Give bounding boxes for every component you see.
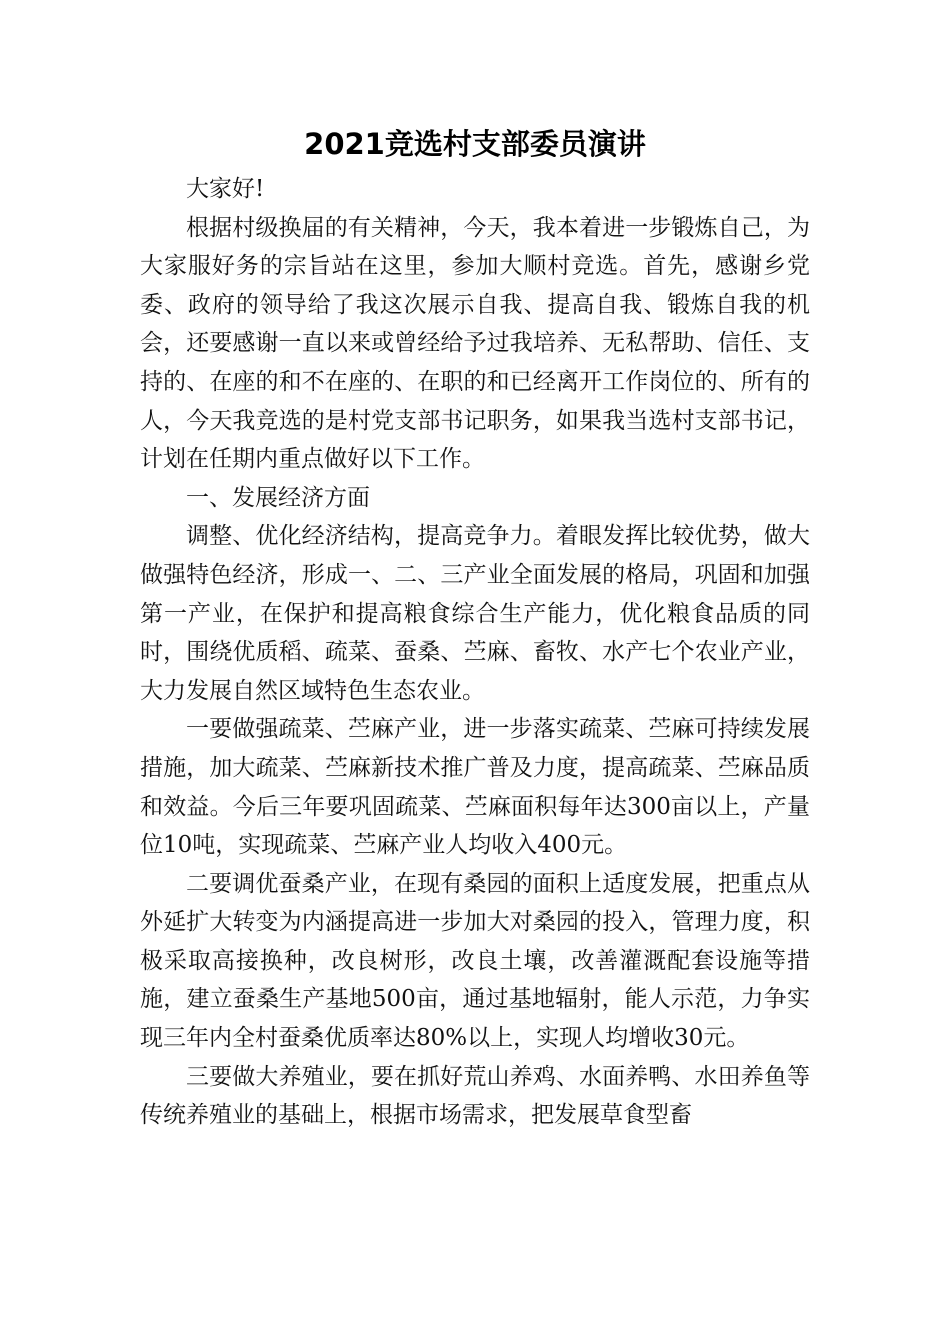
paragraph-vegetables-ramie: 一要做强疏菜、苎麻产业，进一步落实疏菜、苎麻可持续发展措施，加大疏菜、苎麻新技术推广普及力度，提高疏菜、苎麻品质和效益。今后三年要巩固疏菜、苎麻面积每年达300亩以上，产量位10吨，实现疏菜、苎麻产业人均收入400元。	[140, 716, 810, 859]
paragraph-introduction: 根据村级换届的有关精神，今天，我本着进一步锻炼自己，为大家服好务的宗旨站在这里，参加大顺村竞选。首先，感谢乡党委、政府的领导给了我这次展示自我、提高自我、锻炼自我的机会，还要感谢一直以来或曾经给予过我培养、无私帮助、信任、支持的、在座的和不在座的、在职的和已经离开工作岗位的、所有的人，今天我竞选的是村党支部书记职务，如果我当选村支部书记，计划在任期内重点做好以下工作。	[140, 214, 810, 473]
paragraph-breeding: 三要做大养殖业，要在抓好荒山养鸡、水面养鸭、水田养鱼等传统养殖业的基础上，根据市场需求，把发展草食型畜	[140, 1063, 810, 1129]
document-title: 2021竞选村支部委员演讲	[304, 127, 646, 161]
document-body	[140, 170, 810, 1135]
paragraph-greeting: 大家好!	[186, 176, 265, 202]
paragraph-economic-structure: 调整、优化经济结构，提高竞争力。着眼发挥比较优势，做大做强特色经济，形成一、二、三产业全面发展的格局，巩固和加强第一产业，在保护和提高粮食综合生产能力，优化粮食品质的同时，围绕优质稻、疏菜、蚕桑、苎麻、畜牧、水产七个农业产业，大力发展自然区域特色生态农业。	[140, 523, 810, 704]
paragraph-sericulture: 二要调优蚕桑产业，在现有桑园的面积上适度发展，把重点从外延扩大转变为内涵提高进一步加大对桑园的投入，管理力度，积极采取高接换种，改良树形，改良土壤，改善灌溉配套设施等措施，建立蚕桑生产基地500亩，通过基地辐射，能人示范，力争实现三年内全村蚕桑优质率达80%以上，实现人均增收30元。	[140, 870, 810, 1052]
section-heading-economy: 一、发展经济方面	[186, 484, 370, 511]
